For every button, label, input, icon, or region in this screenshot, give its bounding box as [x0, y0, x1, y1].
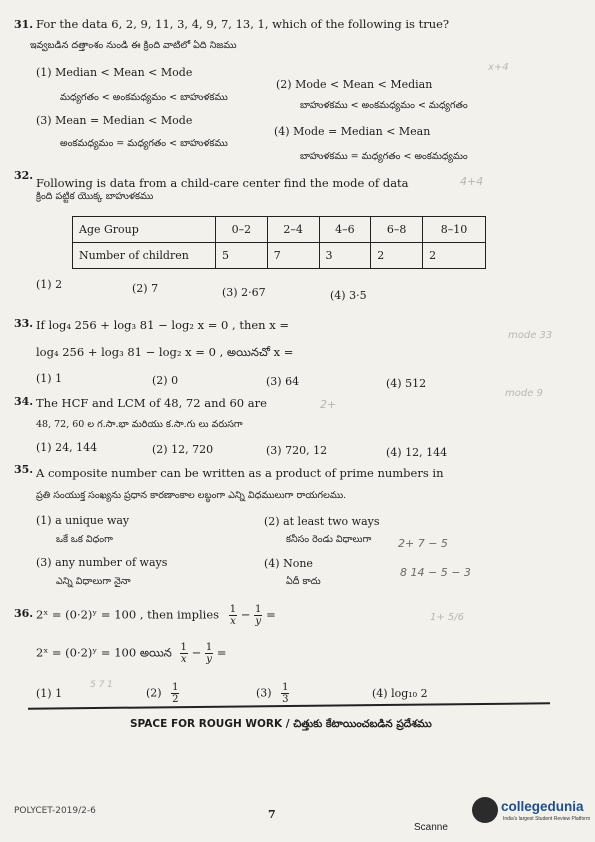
option-label: (2): [146, 686, 162, 700]
q31-option-1[interactable]: (1) Median < Mean < Mode: [36, 66, 193, 79]
q31-option-2-te: బాహుళకము < అంకమధ్యమం < మధ్యగతం: [300, 100, 468, 111]
q31-question-en: For the data 6, 2, 9, 11, 3, 4, 9, 7, 13, 1, which of the following is true?: [36, 17, 450, 31]
page-number: 7: [268, 808, 276, 821]
option-label: (3): [256, 686, 272, 700]
table-header-label: Age Group: [73, 217, 216, 243]
fraction-denominator: x: [230, 616, 236, 627]
q31-number: 31.: [14, 18, 34, 31]
q34-number: 34.: [14, 395, 34, 408]
q32-option-2[interactable]: (2) 7: [132, 282, 159, 295]
q35-option-1[interactable]: (1) a unique way: [36, 514, 130, 527]
rough-work-label: SPACE FOR ROUGH WORK / చిత్తుకు కేటాయించబడిన ప్రదేశము: [130, 718, 432, 730]
table-row: [73, 217, 486, 243]
fraction-denominator: y: [255, 616, 262, 627]
fraction-numerator: 1: [205, 642, 213, 653]
q33-option-1[interactable]: (1) 1: [36, 372, 63, 385]
brand-tagline: India's largest Student Review Platform: [503, 816, 591, 822]
q34-option-1[interactable]: (1) 24, 144: [36, 441, 98, 454]
collegedunia-logo-icon: [472, 797, 498, 823]
fraction-denominator: 3: [282, 694, 289, 705]
q32-question-en: Following is data from a child-care center find the mode of data: [36, 176, 409, 190]
fraction-numerator: 1: [172, 682, 179, 693]
q35-number: 35.: [14, 463, 34, 476]
q35-question-en: A composite number can be written as a product of prime numbers in: [36, 466, 444, 480]
q35-option-4-te: ఏదీ కాదు: [286, 576, 321, 587]
q32-option-1[interactable]: (1) 2: [36, 278, 63, 291]
pencil-note: 4+4: [460, 175, 484, 188]
q31-option-4-te: బాహుళకము = మధ్యగతం < అంకమధ్యమం: [300, 151, 468, 162]
frequency-table: [72, 216, 486, 269]
q35-option-4[interactable]: (4) None: [264, 557, 313, 570]
fraction-numerator: 1: [282, 682, 289, 693]
pencil-note: x+4: [488, 62, 509, 73]
option-fraction: [281, 682, 289, 705]
q33-question-en: If log₄ 256 + log₃ 81 − log₂ x = 0 , then x =: [36, 318, 290, 332]
pencil-note: mode 33: [508, 330, 553, 341]
q35-option-2[interactable]: (2) at least two ways: [264, 515, 380, 528]
q35-option-3-te: ఎన్ని విధాలుగా నైనా: [56, 576, 131, 587]
q36-option-2[interactable]: [146, 682, 179, 705]
minus-sign: −: [240, 607, 251, 622]
q36-question-en: [36, 604, 276, 627]
q36-fraction-1-over-x: [229, 604, 237, 627]
q32-option-4[interactable]: (4) 3·5: [330, 289, 367, 302]
q36-question-te: [36, 642, 227, 665]
table-cell: 0–2: [216, 217, 268, 243]
pencil-note: 8 14 − 5 − 3: [400, 566, 471, 579]
q36-number: 36.: [14, 607, 34, 620]
q35-question-te: ప్రతి సంయుక్త సంఖ్యను ప్రధాన కారణాంకాల లబ్ధంగా ఎన్ని విధములుగా రాయగలము.: [36, 490, 347, 501]
pencil-note: mode 9: [505, 388, 543, 399]
fraction-denominator: x: [180, 654, 187, 665]
q33-number: 33.: [14, 317, 34, 330]
q31-option-3-te: అంకమధ్యమం = మధ్యగతం < బాహుళకము: [60, 138, 228, 149]
q34-question-te: 48, 72, 60 ల గ.సా.భా మరియు క.సా.గు లు వరుసగా: [36, 419, 243, 430]
table-cell: 2: [423, 243, 486, 269]
pencil-note: 2+: [320, 398, 337, 411]
fraction-denominator: 2: [172, 694, 179, 705]
q36-fraction-1-over-x: [180, 642, 188, 665]
q36-equation: 2ˣ = (0·2)ʸ = 100 , then implies: [36, 607, 220, 622]
q36-fraction-1-over-y: [254, 604, 262, 627]
q32-option-3[interactable]: (3) 2·67: [222, 286, 266, 299]
q35-option-1-te: ఒకే ఒక విధంగా: [56, 534, 113, 545]
q34-option-4[interactable]: (4) 12, 144: [386, 446, 448, 459]
option-fraction: [171, 682, 179, 705]
table-row-label: Number of children: [73, 243, 216, 269]
q32-number: 32.: [14, 169, 34, 182]
table-cell: 5: [216, 243, 268, 269]
pencil-note: 2+ 7 − 5: [398, 537, 448, 550]
q35-option-2-te: కనీసం రెండు విధాలుగా: [286, 534, 372, 545]
q36-option-3[interactable]: [256, 682, 289, 705]
q36-option-1[interactable]: (1) 1: [36, 687, 63, 700]
q34-option-2[interactable]: (2) 12, 720: [152, 443, 214, 456]
q36-option-4[interactable]: (4) log₁₀ 2: [372, 687, 428, 700]
q34-question-en: The HCF and LCM of 48, 72 and 60 are: [36, 396, 267, 410]
q33-option-4[interactable]: (4) 512: [386, 377, 427, 390]
q31-option-4[interactable]: (4) Mode = Median < Mean: [274, 125, 431, 138]
table-row: [73, 243, 486, 269]
q34-option-3[interactable]: (3) 720, 12: [266, 444, 328, 457]
q31-question-te: ఇవ్వబడిన దత్తాంశం నుండి ఈ క్రింది వాటిలో ఏది నిజము: [30, 40, 237, 51]
scanner-label: Scanne: [414, 822, 448, 833]
table-cell: 2–4: [267, 217, 319, 243]
q36-equation-te: 2ˣ = (0·2)ʸ = 100 అయిన: [36, 645, 172, 660]
q33-option-3[interactable]: (3) 64: [266, 375, 300, 388]
fraction-numerator: 1: [229, 604, 237, 615]
brand-name: collegedunia: [501, 799, 584, 814]
table-cell: 3: [319, 243, 371, 269]
q31-option-1-te: మధ్యగతం < అంకమధ్యమం < బాహుళకము: [60, 92, 228, 103]
q31-option-2[interactable]: (2) Mode < Mean < Median: [276, 78, 433, 91]
fraction-numerator: 1: [255, 604, 262, 615]
minus-sign: −: [191, 645, 202, 660]
table-cell: 4–6: [319, 217, 371, 243]
fraction-denominator: y: [206, 654, 212, 665]
q33-question-te: log₄ 256 + log₃ 81 − log₂ x = 0 , అయినచో x =: [36, 345, 294, 359]
table-cell: 2: [371, 243, 423, 269]
q33-option-2[interactable]: (2) 0: [152, 374, 179, 387]
q31-option-3[interactable]: (3) Mean = Median < Mode: [36, 114, 193, 127]
q35-option-3[interactable]: (3) any number of ways: [36, 556, 168, 569]
table-cell: 6–8: [371, 217, 423, 243]
exam-code: POLYCET-2019/2-6: [14, 806, 96, 816]
q36-fraction-1-over-y: [205, 642, 213, 665]
table-cell: 7: [267, 243, 319, 269]
pencil-note: 1+ 5/6: [430, 612, 465, 623]
equals-sign: =: [266, 607, 276, 622]
table-cell: 8–10: [423, 217, 486, 243]
fraction-numerator: 1: [180, 642, 187, 653]
pencil-note: 5 7 1: [90, 680, 113, 690]
equals-sign: =: [216, 645, 227, 660]
q32-question-te: క్రింది పట్టిక యొక్క బాహుళకము: [36, 191, 154, 202]
